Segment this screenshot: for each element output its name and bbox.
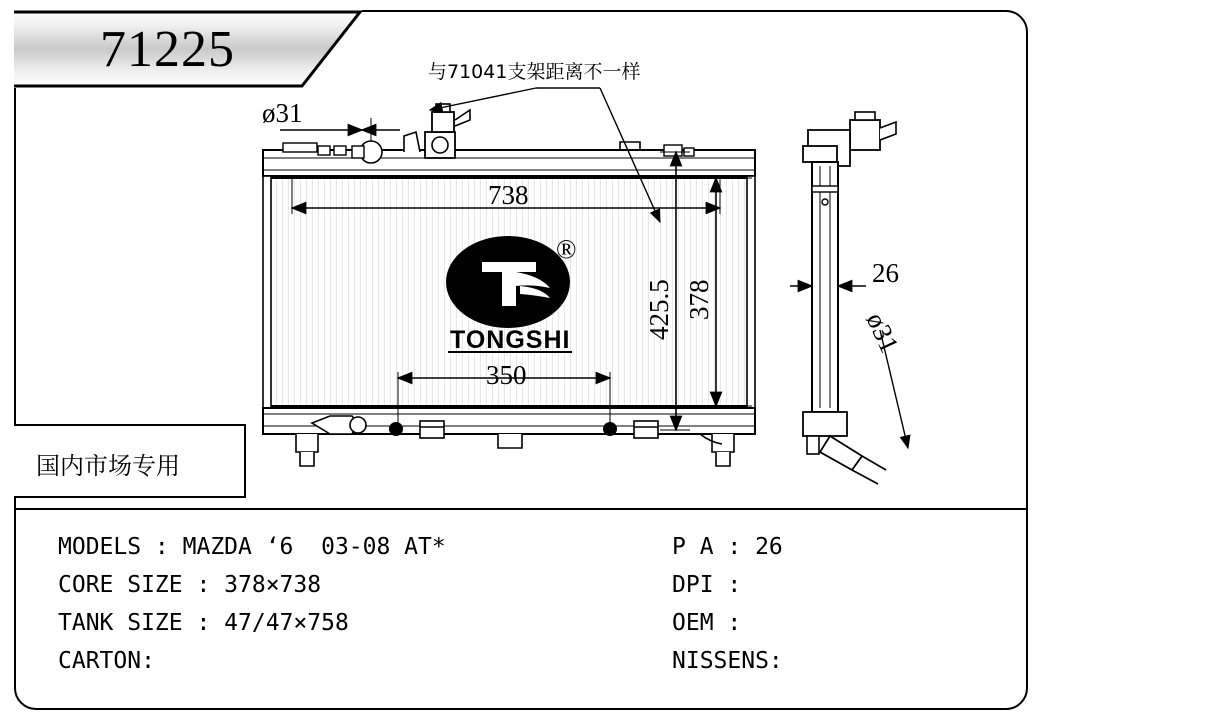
spec-carton: CARTON: — [58, 648, 155, 674]
dim-mount-spacing-label: 350 — [486, 360, 527, 390]
spec-oem: OEM : — [672, 610, 742, 636]
market-note-text: 国内市场专用 — [36, 452, 180, 480]
spec-pa: P A : 26 — [672, 534, 783, 560]
side-view — [790, 112, 908, 484]
dim-side-dia-label: ø31 — [860, 307, 905, 358]
brand-name: TONGSHI — [450, 326, 571, 354]
spec-nissens: NISSENS: — [672, 648, 783, 674]
spec-tank-size: TANK SIZE : 47/47×758 — [58, 610, 349, 636]
spec-core-size: CORE SIZE : 378×738 — [58, 572, 322, 598]
brand-logo — [446, 236, 570, 328]
dim-width-label: 738 — [488, 180, 529, 210]
front-view — [263, 104, 755, 466]
dim-inlet-dia-label: ø31 — [262, 98, 303, 128]
registered-mark: ® — [556, 234, 577, 264]
dim-core-height-label: 378 — [684, 279, 714, 320]
spec-models: MODELS : MAZDA ‘6 03-08 AT* — [58, 534, 446, 560]
bracket-note-label: 与71041支架距离不一样 — [428, 61, 641, 83]
dim-side-thickness-label: 26 — [872, 258, 899, 288]
dim-total-height-label: 425.5 — [644, 279, 674, 340]
spec-dpi: DPI : — [672, 572, 742, 598]
part-number-text: 71225 — [100, 21, 235, 78]
